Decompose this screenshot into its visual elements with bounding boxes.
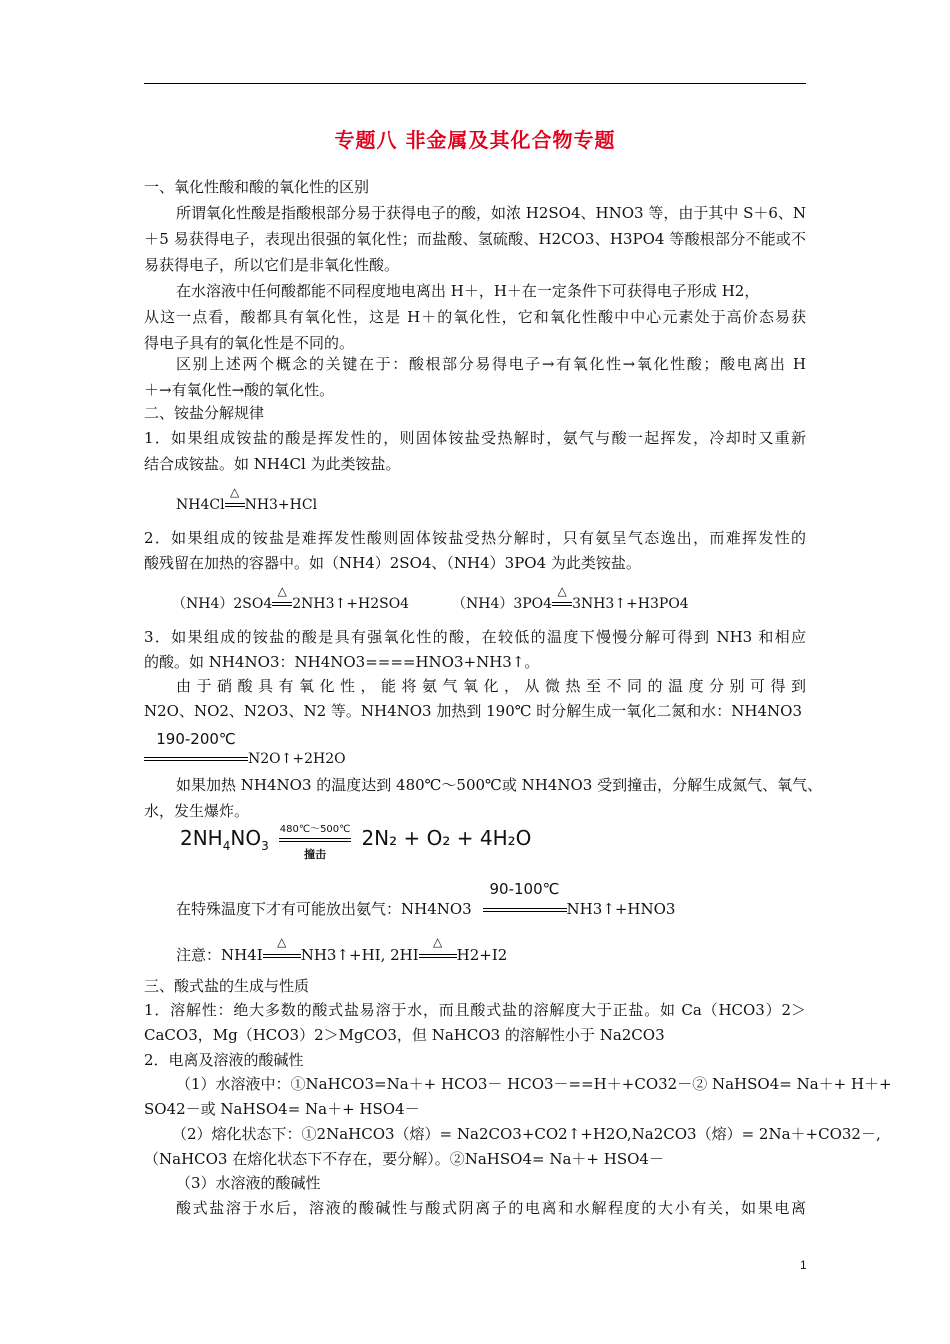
paragraph-line: 1．溶解性：绝大多数的酸式盐易溶于水，而且酸式盐的溶解度大于正盐。如 Ca（HCO3）2＞ (144, 1001, 806, 1019)
section-3-heading: 三、酸式盐的生成与性质 (144, 977, 310, 995)
paragraph-line: 所谓氧化性酸是指酸根部分易于获得电子的酸，如浓 H2SO4、HNO3 等，由于其中 S＋6、N (176, 204, 807, 222)
paragraph-line: 由于硝酸具有氧化性，能将氨气氧化，从微热至不同的温度分别可得到 (176, 677, 806, 695)
paragraph-line: SO42－或 NaHSO4= Na＋+ HSO4－ (144, 1100, 420, 1118)
paragraph-line: N2O、NO2、N2O3、N2 等。NH4NO3 加热到 190℃ 时分解生成一氧化二氮和水：NH4NO3 (144, 702, 803, 720)
section-1-heading: 一、氧化性酸和酸的氧化性的区别 (144, 178, 370, 196)
paragraph-line: 的酸。如 NH4NO3：NH4NO3====HNO3+NH3↑。 (144, 653, 540, 671)
paragraph-line: 酸式盐溶于水后，溶液的酸碱性与酸式阴离子的电离和水解程度的大小有关，如果电离 (176, 1199, 806, 1217)
section-2-heading: 二、铵盐分解规律 (144, 404, 265, 422)
paragraph-line: CaCO3，Mg（HCO3）2＞MgCO3，但 NaHCO3 的溶解性小于 Na2CO3 (144, 1026, 665, 1044)
note-line: 注意：NH4I△ NH3↑+HI, 2HI△ H2+I2 (176, 945, 507, 965)
paragraph-line: 1．如果组成铵盐的酸是挥发性的，则固体铵盐受热解时，氨气与酸一起挥发，冷却时又重新 (144, 429, 806, 447)
paragraph-line: 2．如果组成的铵盐是难挥发性酸则固体铵盐受热分解时，只有氨呈气态逸出，而难挥发性的 (144, 529, 806, 547)
equation-ammonia-release: 在特殊温度下才有可能放出氨气：NH4NO3 90-100℃ NH3↑+HNO3 (176, 880, 676, 918)
paragraph-line: 酸残留在加热的容器中。如（NH4）2SO4、（NH4）3PO4 为此类铵盐。 (144, 554, 641, 572)
paragraph-line: （1）水溶液中：①NaHCO3=Na＋+ HCO3－ HCO3－==H＋+CO32－② NaHSO4= Na＋+ H＋+ (176, 1075, 892, 1093)
equation-190 (144, 730, 346, 769)
page-title: 专题八 非金属及其化合物专题 (334, 128, 616, 152)
header-rule (144, 83, 806, 84)
equation-sulfate-phosphate (172, 594, 689, 614)
paragraph-line: 从这一点看，酸都具有氧化性，这是 H＋的氧化性，它和氧化性酸中中心元素处于高价态易获 (144, 308, 806, 326)
equation-right: 3NH3↑+H3PO4 (572, 596, 689, 612)
reaction-condition: 480℃～500℃ 撞击 (279, 824, 351, 861)
equation-right: N2O↑+2H2O (248, 751, 346, 767)
equation-explosion: $2NH_4NO_3$ 480℃～500℃ 撞击 2N₂ + O₂ + 4H₂O (180, 824, 532, 861)
paragraph-line: 得电子具有的氧化性是不同的。 (144, 334, 355, 352)
heat-triangle-icon (552, 594, 572, 614)
heat-triangle-icon (263, 945, 301, 965)
equation-right: 2NH3↑+H2SO4 (292, 596, 410, 612)
paragraph-line: 在水溶液中任何酸都能不同程度地电离出 H＋，H＋在一定条件下可获得电子形成 H2， (176, 282, 760, 300)
heat-triangle-icon (272, 594, 292, 614)
equation-left: （NH4）2SO4 (172, 596, 273, 612)
reaction-condition: 90-100℃ (483, 899, 567, 919)
paragraph-line: （2）熔化状态下：①2NaHCO3（熔）= Na2CO3+CO2↑+H2O,Na2CO3（熔）= 2Na＋+CO32－, (172, 1125, 881, 1143)
paragraph-line: 2．电离及溶液的酸碱性 (144, 1051, 304, 1069)
paragraph-line: 如果加热 NH4NO3 的温度达到 480℃～500℃或 NH4NO3 受到撞击，分解生成氮气、氧气、 (176, 776, 823, 794)
paragraph-line: 易获得电子，所以它们是非氧化性酸。 (144, 256, 400, 274)
heat-triangle-icon (225, 495, 245, 515)
reaction-condition: 190-200℃ (144, 749, 248, 769)
paragraph-line: 水，发生爆炸。 (144, 802, 250, 820)
paragraph-line: 3．如果组成的铵盐的酸是具有强氧化性的酸，在较低的温度下慢慢分解可得到 NH3 和相应 (144, 628, 806, 646)
paragraph-line: ＋5 易获得电子，表现出很强的氧化性；而盐酸、氢硫酸、H2CO3、H3PO4 等酸根部分不能或不 (144, 230, 806, 248)
equation-left: （NH4）3PO4 (451, 596, 553, 612)
page-number: 1 (800, 1258, 807, 1272)
paragraph-line: 区别上述两个概念的关键在于：酸根部分易得电子→有氧化性→氧化性酸；酸电离出 H (176, 355, 806, 373)
equation-nh4cl (176, 495, 317, 515)
paragraph-line: 结合成铵盐。如 NH4Cl 为此类铵盐。 (144, 455, 401, 473)
paragraph-line: （NaHCO3 在熔化状态下不存在，要分解）。②NaHSO4= Na＋+ HSO4－ (144, 1150, 664, 1168)
paragraph-line: （3）水溶液的酸碱性 (176, 1174, 321, 1192)
paragraph-line: ＋→有氧化性→酸的氧化性。 (144, 381, 335, 399)
equation-left: NH4Cl (176, 497, 225, 513)
heat-triangle-icon (419, 945, 457, 965)
equation-right: NH3+HCl (244, 497, 318, 513)
